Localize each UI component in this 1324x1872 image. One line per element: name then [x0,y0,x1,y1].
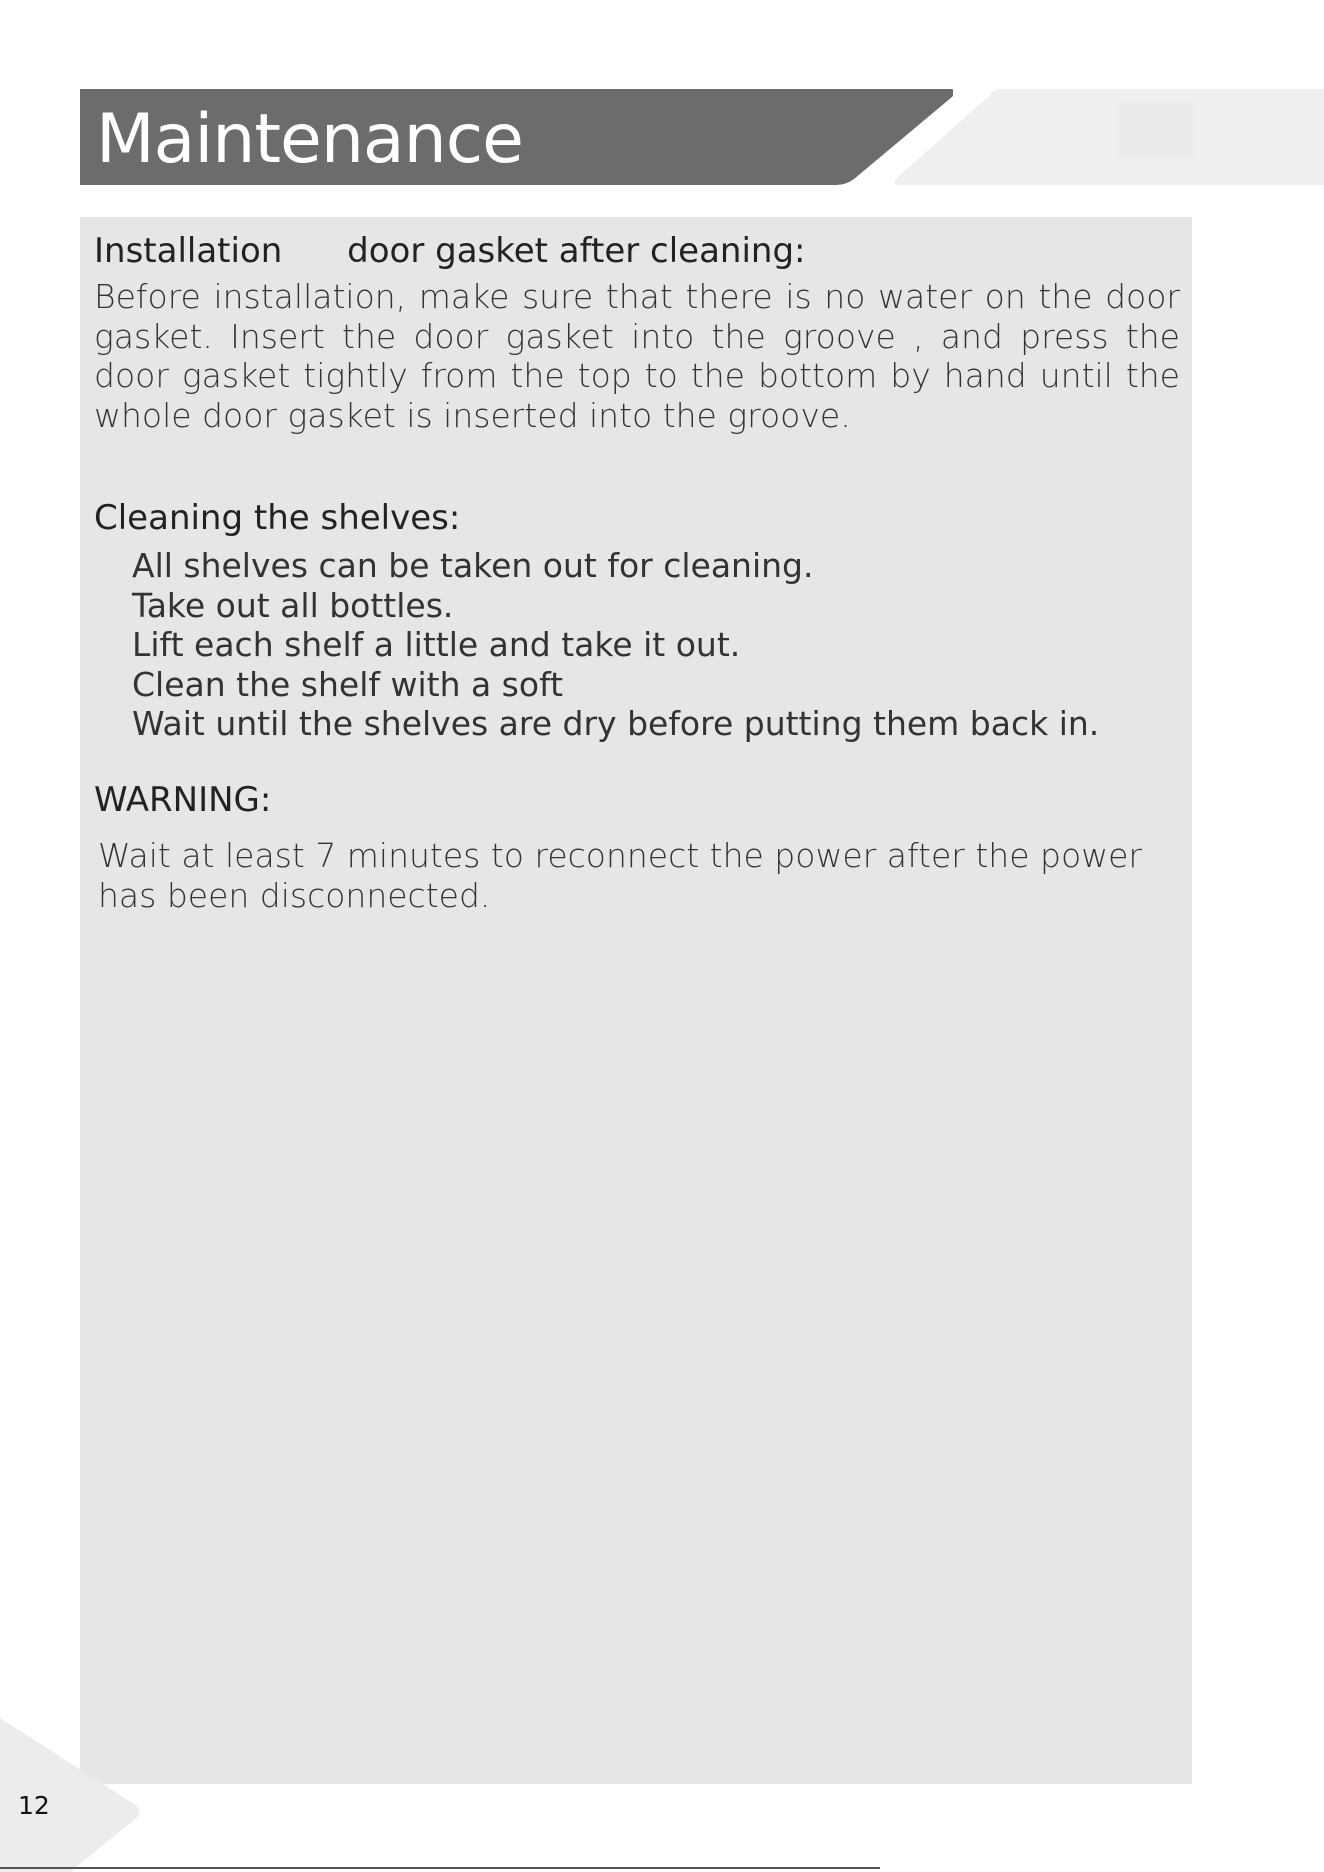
shelves-step: Wait until the shelves are dry before putting them back in. [132,704,1100,743]
bottom-rule [0,1867,880,1869]
shelves-step: Lift each shelf a little and take it out. [132,625,741,664]
header-tab-decoration [890,89,1324,185]
shelves-step: Take out all bottles. [132,585,454,625]
content-panel [80,217,1192,1784]
shelves-step-list [132,546,1099,744]
gasket-instructions: Before installation, make sure that there is no water on the door gasket. Insert the door gasket into the groove , and press the door gasket tightly from the top to the bottom by hand until the whole door gasket is inserted into the groove. [94,277,1180,435]
page-title: Maintenance [96,100,523,179]
shelves-section-heading: Cleaning the shelves: [94,498,461,538]
page-number: 12 [18,1791,50,1820]
gasket-section-heading: Installation door gasket after cleaning: [94,231,806,271]
warning-text: Wait at least 7 minutes to reconnect the power after the power has been disconnected. [98,836,1142,915]
warning-heading: WARNING: [94,780,272,820]
shelves-step: Clean the shelf with a soft [132,664,564,704]
shelves-step: All shelves can be taken out for cleaning. [132,546,814,585]
